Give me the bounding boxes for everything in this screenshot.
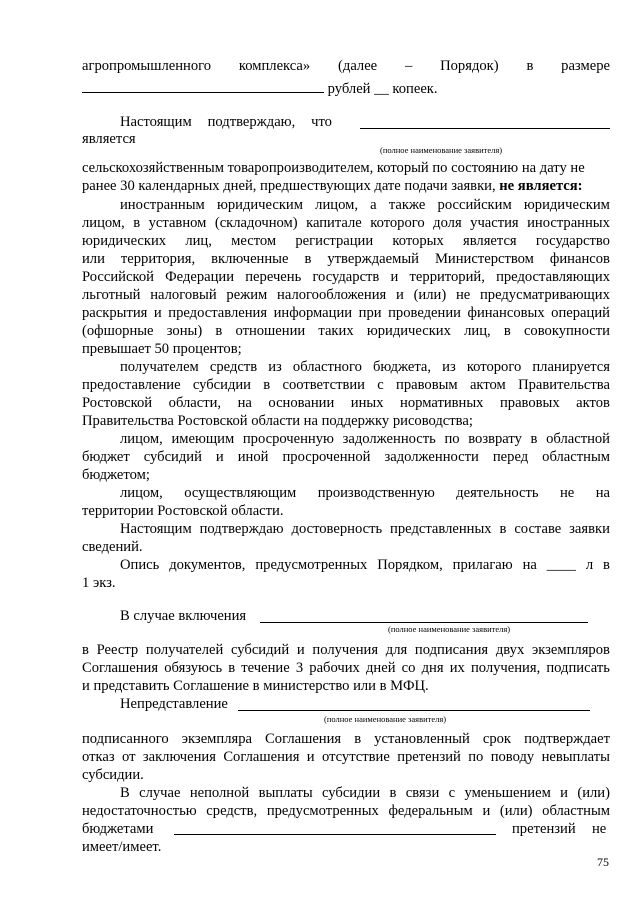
word: включенные (211, 251, 289, 267)
word: (офшорные (82, 323, 154, 339)
word: которых (392, 233, 444, 249)
word: государство (535, 233, 610, 249)
word: (или) (577, 785, 610, 801)
word: из (268, 359, 282, 375)
word: раскрытия (82, 305, 148, 321)
word: в (215, 323, 223, 339)
word: режим (226, 287, 268, 303)
word: Настоящим (120, 521, 192, 537)
word: на (237, 395, 252, 411)
word: 3 (295, 660, 304, 676)
word: и (560, 785, 568, 801)
paragraph-line (82, 323, 610, 340)
word: юридических (366, 323, 451, 339)
word: которого (466, 359, 522, 375)
word: лицом, (315, 197, 358, 213)
paragraph-line (82, 233, 610, 250)
paragraph-line: сведений. (82, 539, 143, 555)
word: Соглашения (265, 731, 342, 747)
word: финансовых (467, 305, 545, 321)
word: от (121, 749, 136, 765)
word: перед (492, 449, 529, 465)
paragraph-line: рублей __ копеек. (82, 79, 438, 98)
word: области, (168, 395, 222, 411)
paragraph-line: территории Ростовской области. (82, 503, 284, 519)
amount-blank[interactable] (82, 79, 324, 93)
word: предусмотренных (255, 557, 368, 573)
word: в (530, 431, 538, 447)
word: и (482, 803, 491, 819)
word: юридических (82, 233, 167, 249)
word: предусмотренных (266, 803, 379, 819)
word: иной (237, 449, 269, 465)
word: подписания (414, 642, 489, 658)
word: отсутствие (321, 749, 390, 765)
word: претензий (397, 749, 461, 765)
word: деятельность (456, 485, 539, 501)
word: информации (273, 305, 353, 321)
word: проведении (388, 305, 461, 321)
word: или (82, 251, 105, 267)
word: средств (209, 359, 258, 375)
word: Ростовской (82, 395, 153, 411)
word: с (448, 785, 456, 801)
word: основании (268, 395, 335, 411)
paragraph-line (120, 114, 332, 131)
word: налоговый (150, 287, 217, 303)
word: в (228, 660, 236, 676)
word: совокупности (523, 323, 610, 339)
word: получателей (145, 642, 224, 658)
word: местом (231, 233, 277, 249)
word: установленный (374, 731, 470, 747)
word: не (455, 287, 471, 303)
paragraph-line (82, 215, 610, 232)
word: субсидии (322, 785, 381, 801)
word: составе (514, 521, 562, 537)
word: заключения (142, 749, 216, 765)
word: Соглашения (223, 749, 300, 765)
word: задолженность (342, 431, 436, 447)
paragraph-line (120, 197, 610, 214)
word: Опись (120, 557, 160, 573)
word: просроченной (282, 449, 371, 465)
word: актом (469, 377, 506, 393)
budget-blank[interactable] (174, 834, 496, 835)
page-number: 75 (597, 855, 609, 869)
word: (или) (499, 803, 533, 819)
word: возврату (468, 431, 522, 447)
word: при (358, 305, 382, 321)
word: субсидии (192, 377, 251, 393)
word: – (404, 58, 413, 74)
word: поводу (490, 749, 535, 765)
word: субсидий (143, 449, 202, 465)
word: что (311, 114, 332, 130)
word: в (304, 251, 312, 267)
word: иностранным (120, 197, 205, 213)
word: предоставления (168, 305, 268, 321)
word: нормативных (400, 395, 484, 411)
paragraph-line (82, 642, 610, 659)
paragraph-line (82, 395, 610, 412)
word: Реестр (96, 642, 139, 658)
paragraph-line: является (82, 131, 136, 147)
word: юридическим (216, 197, 303, 213)
word: с (377, 377, 384, 393)
paragraph-line: В случае включения (120, 608, 247, 624)
word: перечень (245, 269, 302, 285)
word: агропромышленного (82, 58, 212, 74)
word: федеральным (388, 803, 473, 819)
word: в (503, 323, 511, 339)
word: в (133, 215, 141, 231)
word: и (296, 642, 305, 658)
word: правовых (499, 395, 560, 411)
word: регистрации (295, 233, 374, 249)
word: ____ (546, 557, 576, 573)
word: Правительства (518, 377, 610, 393)
word: и (396, 287, 404, 303)
word: недостаточностью (82, 803, 197, 819)
word: по (468, 749, 484, 765)
word: подписанного (82, 731, 169, 747)
paragraph-line: Правительства Ростовской области на поддержку рисоводства; (82, 413, 473, 429)
word: в (263, 377, 271, 393)
word: лиц, (464, 323, 491, 339)
applicant-name-blank[interactable] (238, 710, 590, 711)
word: которого (370, 215, 425, 231)
paragraph-line: превышает 50 процентов; (82, 341, 242, 357)
word: двух (495, 642, 525, 658)
word: прилагаю (452, 557, 513, 573)
paragraph-line (82, 377, 610, 394)
word: в (499, 521, 507, 537)
word: в (389, 785, 397, 801)
paragraph-line: и представить Соглашение в министерство или в МФЦ. (82, 678, 429, 694)
word: достоверность (291, 521, 383, 537)
word: операций (551, 305, 610, 321)
word: средств, (206, 803, 258, 819)
word: капитале (306, 215, 362, 231)
paragraph-line: бюджетами претензий не (82, 821, 607, 837)
paragraph-line: имеет/имеет. (82, 839, 162, 855)
word: Министерством (434, 251, 534, 267)
word: утверждаемый (327, 251, 419, 267)
word: планируется (532, 359, 610, 375)
word: юридическим (523, 197, 610, 213)
word: Российской (82, 269, 154, 285)
word: иных (350, 395, 384, 411)
word: осуществляющим (184, 485, 297, 501)
paragraph-line (82, 269, 610, 286)
word: в (82, 642, 89, 658)
word: задолженности (384, 449, 479, 465)
paragraph-line (82, 731, 610, 748)
word: получения, (470, 660, 541, 676)
word: а (370, 197, 377, 213)
word: дней (366, 660, 396, 676)
word: получателем (120, 359, 199, 375)
word: доля (433, 215, 462, 231)
word: уставном (148, 215, 207, 231)
word: подтверждаю (199, 521, 284, 537)
applicant-name-blank[interactable] (360, 128, 610, 129)
paragraph-line (120, 485, 610, 502)
word: имеющим (171, 431, 235, 447)
word: экземпляров (531, 642, 610, 658)
word: отказ (82, 749, 115, 765)
word: Соглашения (82, 660, 159, 676)
word: подтверждаю, (207, 114, 296, 130)
word: лицом, (120, 485, 163, 501)
word: для (385, 642, 408, 658)
applicant-name-blank[interactable] (260, 622, 588, 623)
word: размере (561, 58, 610, 74)
word: и (215, 449, 224, 465)
word: актов (576, 395, 610, 411)
paragraph-line: бюджетом; (82, 467, 150, 483)
paragraph-line (82, 803, 610, 820)
word: (далее (338, 58, 378, 74)
word: просроченную (242, 431, 334, 447)
word: территорий, (409, 269, 485, 285)
word: получения (312, 642, 379, 658)
word: отношении (235, 323, 306, 339)
paragraph-line (82, 251, 610, 268)
paragraph-line: сельскохозяйственным товаропроизводителем, который по состоянию на дату не (82, 160, 585, 176)
word: подтверждает (524, 731, 610, 747)
word: государств (312, 269, 380, 285)
word: комплекса» (238, 58, 311, 74)
word: зоны) (166, 323, 203, 339)
paragraph-line: ранее 30 календарных дней, предшествующих дате подачи заявки, не является: (82, 178, 583, 194)
word: лицом, (82, 215, 125, 231)
paragraph-line (82, 305, 610, 322)
word: Федерации (165, 269, 235, 285)
word: областного (292, 359, 362, 375)
word: со (401, 660, 416, 676)
paragraph-line (120, 431, 610, 448)
word: Настоящим (120, 114, 192, 130)
word: случае (139, 785, 181, 801)
word: неполной (189, 785, 250, 801)
word: связи (405, 785, 440, 801)
word: бюджета, (372, 359, 432, 375)
word: Порядок) (440, 58, 499, 74)
word: льготный (82, 287, 141, 303)
word: и (153, 305, 162, 321)
field-caption: (полное наименование заявителя) (388, 624, 511, 634)
word: рабочих (309, 660, 360, 676)
paragraph-line (82, 449, 610, 466)
word: документов, (169, 557, 246, 573)
word: их (449, 660, 465, 676)
word: из (442, 359, 456, 375)
word: правовым (396, 377, 458, 393)
paragraph-line: субсидии. (82, 767, 144, 783)
paragraph-line (82, 287, 610, 304)
paragraph-line (82, 749, 610, 766)
word: в (603, 557, 610, 573)
word: невыплаты (541, 749, 610, 765)
field-caption: (полное наименование заявителя) (324, 714, 447, 724)
word: производственную (317, 485, 435, 501)
word: предоставление (82, 377, 181, 393)
word: представленных (390, 521, 492, 537)
word: областным (542, 803, 610, 819)
word: и (390, 269, 399, 285)
word: В (120, 785, 130, 801)
word: таких (318, 323, 354, 339)
word: дня (421, 660, 444, 676)
word: является (463, 233, 517, 249)
word: и (306, 749, 315, 765)
word: в (526, 58, 534, 74)
word: лиц, (185, 233, 212, 249)
word: заявки (569, 521, 610, 537)
word: (или) (413, 287, 447, 303)
word: российским (437, 197, 512, 213)
paragraph-line (120, 521, 610, 538)
word: налогообложения (277, 287, 387, 303)
paragraph-line (120, 557, 610, 574)
word: уменьшением (464, 785, 551, 801)
word: также (388, 197, 426, 213)
word: не (559, 485, 575, 501)
word: участия (470, 215, 519, 231)
word: по (444, 431, 460, 447)
word: субсидий (231, 642, 290, 658)
word: выплаты (258, 785, 313, 801)
word: соответствии (282, 377, 365, 393)
word: территория, (120, 251, 196, 267)
paragraph-line: Непредставление (120, 696, 228, 712)
paragraph-line: 1 экз. (82, 575, 116, 591)
word: обязуюсь (164, 660, 223, 676)
word: предусматривающих (479, 287, 610, 303)
word: областным (542, 449, 610, 465)
word: на (522, 557, 537, 573)
paragraph-line (82, 58, 610, 75)
word: предоставляющих (496, 269, 610, 285)
word: подписать (546, 660, 610, 676)
word: финансов (549, 251, 610, 267)
word: течение (241, 660, 290, 676)
word: экземпляра (181, 731, 252, 747)
word: бюджет (82, 449, 130, 465)
paragraph-line (120, 785, 610, 802)
word: (складочном) (214, 215, 298, 231)
paragraph-line (82, 660, 610, 677)
word: областной (546, 431, 610, 447)
word: Порядком, (377, 557, 443, 573)
word: лицом, (120, 431, 163, 447)
word: на (595, 485, 610, 501)
word: иностранных (527, 215, 610, 231)
word: срок (482, 731, 512, 747)
field-caption: (полное наименование заявителя) (380, 145, 503, 155)
word: л (585, 557, 594, 573)
word: в (354, 731, 362, 747)
paragraph-line (120, 359, 610, 376)
